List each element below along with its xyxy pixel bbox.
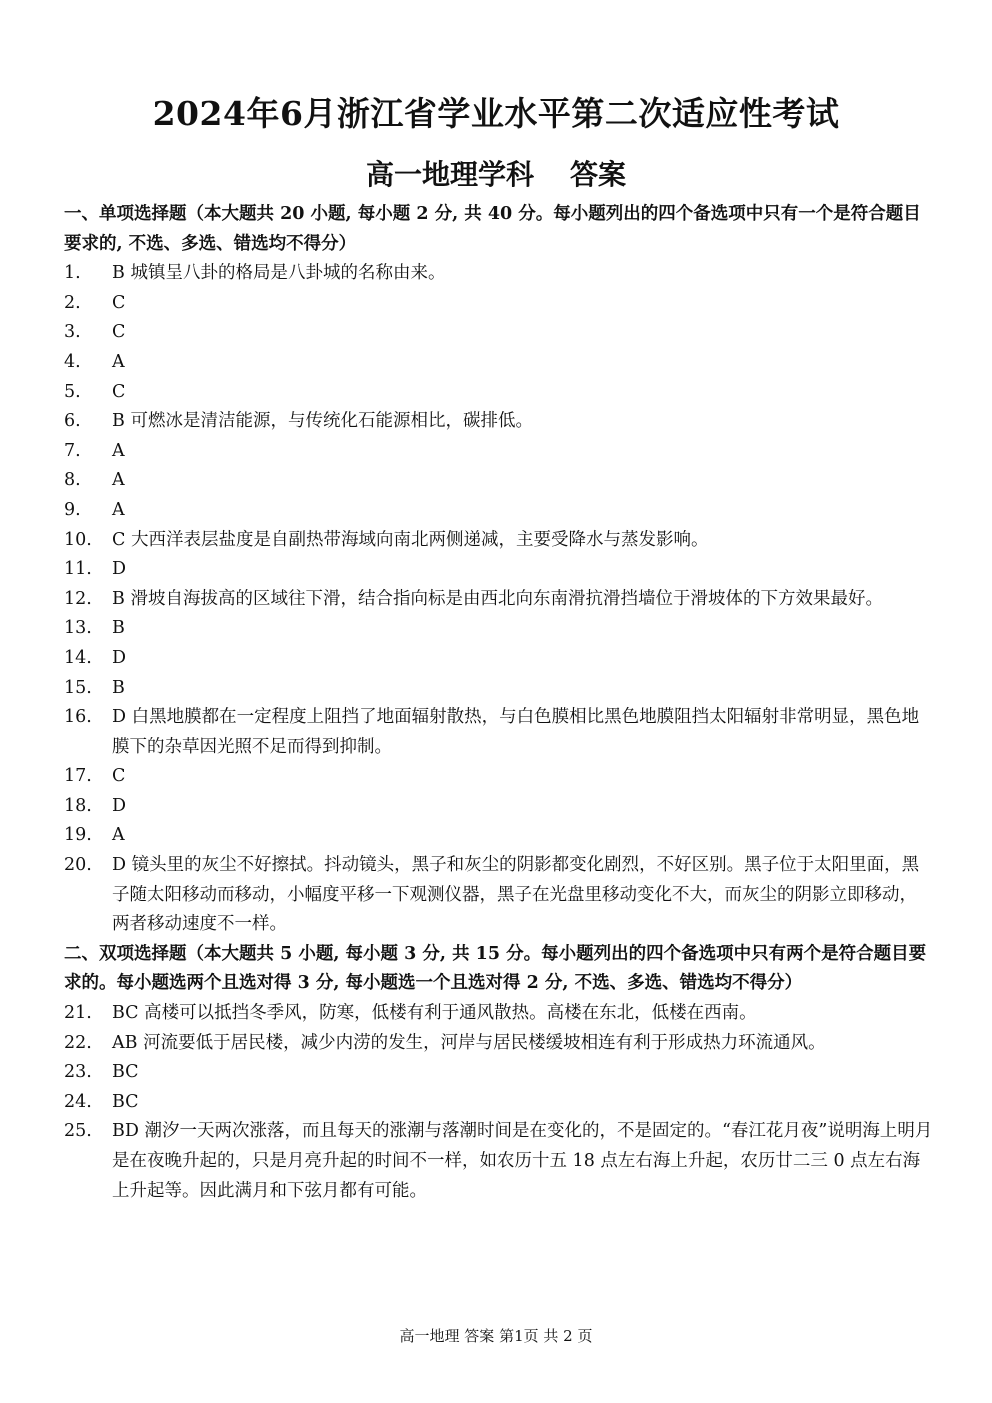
- answer-item: [64, 1088, 934, 1118]
- question-number: 19.: [64, 825, 92, 846]
- question-number: 25.: [64, 1121, 92, 1142]
- answer-item: [64, 466, 934, 496]
- question-number: 23.: [64, 1062, 92, 1083]
- answer-content: [64, 200, 934, 1206]
- answer-explanation: 可燃冰是清洁能源，与传统化石能源相比，碳排低。: [130, 411, 533, 432]
- question-number: 21.: [64, 1003, 92, 1024]
- answer-item: [64, 762, 934, 792]
- answer-choice: BC: [112, 1062, 139, 1083]
- question-number: 18.: [64, 795, 92, 816]
- answer-item: [64, 289, 934, 319]
- answer-choice: BC: [112, 1091, 139, 1112]
- answer-item: [64, 259, 934, 289]
- question-number: 4.: [64, 351, 81, 372]
- question-number: 12.: [64, 588, 92, 609]
- question-number: 2.: [64, 292, 81, 313]
- question-number: 9.: [64, 499, 81, 520]
- question-number: 5.: [64, 381, 81, 402]
- answer-item: [64, 348, 934, 378]
- answer-item: [64, 821, 934, 851]
- answer-choice: B: [112, 677, 125, 698]
- section-heading: 一、单项选择题（本大题共 20 小题, 每小题 2 分, 共 40 分。每小题列出的四个备选项中只有一个是符合题目要求的, 不选、多选、错选均不得分）: [64, 204, 921, 254]
- answer-item: [64, 526, 934, 556]
- answer-explanation: 高楼可以抵挡冬季风，防寒，低楼有利于通风散热。高楼在东北，低楼在西南。: [144, 1003, 757, 1024]
- question-number: 22.: [64, 1032, 92, 1053]
- answer-item: [64, 378, 934, 408]
- answer-choice: D: [112, 795, 127, 816]
- answer-item: [64, 999, 934, 1029]
- question-number: 15.: [64, 677, 92, 698]
- answer-choice: D: [112, 647, 127, 668]
- page-footer: 高一地理 答案 第1页 共 2 页: [399, 1327, 593, 1345]
- answer-item: [64, 1058, 934, 1088]
- subject-label: 高一地理学科: [365, 158, 534, 191]
- answer-item: [64, 851, 934, 940]
- answer-item: [64, 555, 934, 585]
- answer-explanation: 城镇呈八卦的格局是八卦城的名称由来。: [130, 263, 446, 284]
- answer-item: [64, 614, 934, 644]
- answer-explanation: 镜头里的灰尘不好擦拭。抖动镜头，黑子和灰尘的阴影都变化剧烈，不好区别。黑子位于太阳里面，黑子随太阳移动而移动，小幅度平移一下观测仪器，黑子在光盘里移动变化不大，而灰尘的阴影立即移动，两者移动速度不一样。: [112, 855, 920, 935]
- answer-item: [64, 1029, 934, 1059]
- question-number: 24.: [64, 1091, 92, 1112]
- question-number: 1.: [64, 263, 81, 284]
- question-number: 20.: [64, 855, 92, 876]
- question-number: 17.: [64, 766, 92, 787]
- answer-choice: B: [112, 618, 125, 639]
- answer-choice: C: [112, 529, 126, 550]
- answer-item: [64, 496, 934, 526]
- page-subtitle: [0, 153, 992, 193]
- question-number: 8.: [64, 470, 81, 491]
- answer-choice: A: [112, 470, 125, 491]
- answer-label: 答案: [570, 158, 627, 191]
- question-number: 11.: [64, 559, 92, 580]
- question-number: 10.: [64, 529, 92, 550]
- answer-choice: B: [112, 411, 125, 432]
- answer-choice: BC: [112, 1003, 139, 1024]
- answer-choice: A: [112, 351, 125, 372]
- answer-item: [64, 318, 934, 348]
- page-title: 2024年6月浙江省学业水平第二次适应性考试: [152, 94, 840, 133]
- answer-item: [64, 407, 934, 437]
- question-number: 13.: [64, 618, 92, 639]
- answer-choice: A: [112, 499, 125, 520]
- answer-item: [64, 437, 934, 467]
- answer-explanation: 白黑地膜都在一定程度上阻挡了地面辐射散热，与白色膜相比黑色地膜阻挡太阳辐射非常明显，黑色地膜下的杂草因光照不足而得到抑制。: [112, 707, 920, 757]
- answer-explanation: 潮汐一天两次涨落，而且每天的涨潮与落潮时间是在变化的，不是固定的。“春江花月夜”说明海上明月是在夜晚升起的，只是月亮升起的时间不一样，如农历十五 18 点左右海上升起，农历廿二三 0 点左右海上升起等。因此满月和下弦月都有可能。: [112, 1121, 933, 1201]
- answer-choice: C: [112, 292, 126, 313]
- answer-item: [64, 703, 934, 762]
- answer-explanation: 滑坡自海拔高的区域往下滑，结合指向标是由西北向东南滑抗滑挡墙位于滑坡体的下方效果最好。: [130, 588, 883, 609]
- answer-item: [64, 585, 934, 615]
- answer-item: [64, 1117, 934, 1206]
- answer-choice: C: [112, 381, 126, 402]
- question-number: 16.: [64, 707, 92, 728]
- answer-choice: B: [112, 263, 125, 284]
- question-number: 6.: [64, 411, 81, 432]
- answer-choice: A: [112, 440, 125, 461]
- answer-choice: AB: [112, 1032, 138, 1053]
- answer-choice: D: [112, 707, 127, 728]
- question-number: 3.: [64, 322, 81, 343]
- answer-choice: BD: [112, 1121, 139, 1142]
- answer-choice: A: [112, 825, 125, 846]
- answer-item: [64, 674, 934, 704]
- answer-choice: D: [112, 559, 127, 580]
- question-number: 7.: [64, 440, 81, 461]
- answer-explanation: 河流要低于居民楼，减少内涝的发生，河岸与居民楼缓坡相连有利于形成热力环流通风。: [143, 1032, 826, 1053]
- section-heading: 二、双项选择题（本大题共 5 小题, 每小题 3 分, 共 15 分。每小题列出的四个备选项中只有两个是符合题目要求的。每小题选两个且选对得 3 分, 每小题选一个且选对得 2 分, 不选、多选、错选均不得分）: [64, 943, 927, 994]
- answer-explanation: 大西洋表层盐度是自副热带海域向南北两侧递减，主要受降水与蒸发影响。: [130, 529, 709, 550]
- answer-choice: C: [112, 766, 126, 787]
- answer-choice: C: [112, 322, 126, 343]
- answer-item: [64, 644, 934, 674]
- answer-item: [64, 792, 934, 822]
- question-number: 14.: [64, 647, 92, 668]
- answer-choice: D: [112, 855, 127, 876]
- answer-choice: B: [112, 588, 125, 609]
